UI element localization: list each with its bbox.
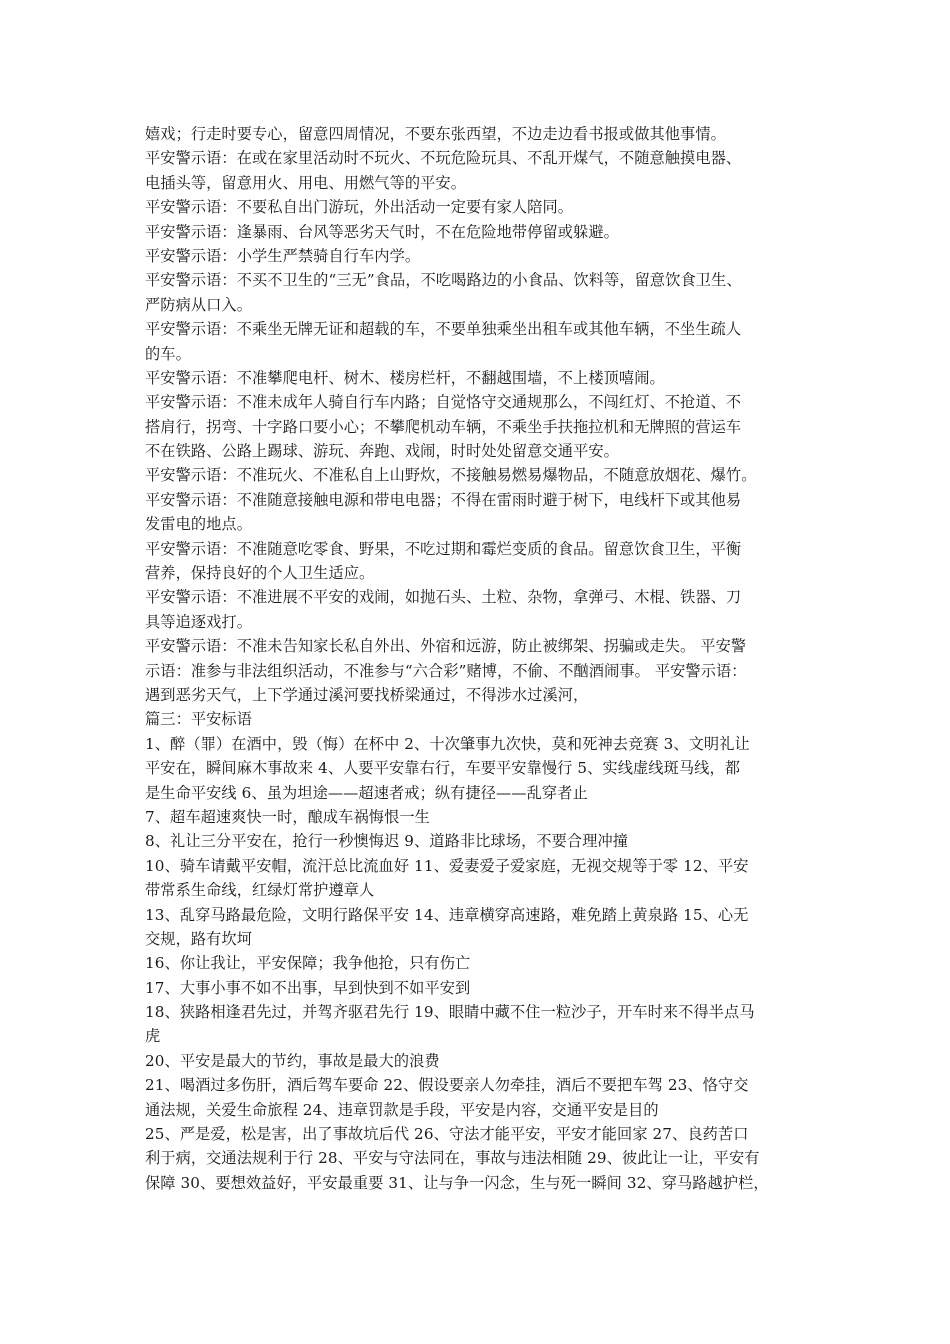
text-line: 平安在，瞬间麻木事故来 4、人要平安靠右行，车要平安靠慢行 5、实线虚线斑马线，都 (145, 759, 741, 778)
text-line: 平安警示语：不乘坐无牌无证和超载的车，不要单独乘坐出租车或其他车辆，不坐生疏人 (145, 320, 742, 339)
text-line: 平安警示语：不准攀爬电杆、树木、楼房栏杆，不翻越围墙，不上楼顶嘻闹。 (145, 368, 665, 387)
text-line: 不在铁路、公路上踢球、游玩、奔跑、戏闹，时时处处留意交通平安。 (145, 442, 619, 461)
text-line: 平安警示语：不准随意吃零食、野果，不吃过期和霉烂变质的食品。留意饮食卫生，平衡 (145, 539, 742, 558)
text-line: 是生命平安线 6、虽为坦途——超速者戒；纵有捷径——乱穿者止 (145, 783, 588, 802)
text-line: 17、大事小事不如不出事，早到快到不如平安到 (145, 978, 471, 997)
text-line: 平安警示语：不准玩火、不准私自上山野炊，不接触易燃易爆物品，不随意放烟花、爆竹。 (145, 466, 757, 485)
text-line: 平安警示语：小学生严禁骑自行车内学。 (145, 246, 421, 265)
text-line: 20、平安是最大的节约，事故是最大的浪费 (145, 1051, 440, 1070)
text-line: 16、你让我让，平安保障；我争他抢，只有伤亡 (145, 954, 471, 973)
text-line: 平安警示语：逢暴雨、台风等恶劣天气时，不在危险地带停留或躲避。 (145, 222, 619, 241)
text-line: 7、超车超速爽快一时，酿成车祸悔恨一生 (145, 807, 430, 826)
text-line: 篇三：平安标语 (145, 710, 253, 729)
document-body (145, 122, 825, 1195)
text-line: 电插头等，留意用火、用电、用燃气等的平安。 (145, 173, 467, 192)
text-line: 示语：准参与非法组织活动，不准参与“六合彩”赌博，不偷、不酗酒闹事。 平安警示语： (145, 661, 747, 680)
text-line: 严防病从口入。 (145, 295, 253, 314)
text-line: 13、乱穿马路最危险，文明行路保平安 14、违章横穿高速路，难免踏上黄泉路 15、心无 (145, 905, 749, 924)
text-line: 营养，保持良好的个人卫生适应。 (145, 564, 375, 583)
text-line: 21、喝酒过多伤肝，酒后驾车要命 22、假设要亲人勿牵挂，酒后不要把车驾 23、恪守交 (145, 1076, 749, 1095)
text-line: 18、狭路相逢君先过，并驾齐驱君先行 19、眼睛中藏不住一粒沙子，开车时来不得半点马 (145, 1003, 755, 1022)
text-line: 利于病，交通法规利于行 28、平安与守法同在，事故与违法相随 29、彼此让一让，平安有 (145, 1149, 760, 1168)
text-line: 带常系生命线，红绿灯常护遵章人 (145, 881, 375, 900)
text-line: 的车。 (145, 344, 191, 363)
text-line: 平安警示语：不买不卫生的“三无”食品，不吃喝路边的小食品、饮料等，留意饮食卫生、 (145, 271, 742, 290)
text-line: 平安警示语：不准未成年人骑自行车内路；自觉恪守交通规那么，不闯红灯、不抢道、不 (145, 393, 742, 412)
text-line: 1、醉（罪）在酒中，毁（悔）在杯中 2、十次肇事九次快，莫和死神去竞赛 3、文明礼让 (145, 734, 750, 753)
text-line: 平安警示语：在或在家里活动时不玩火、不玩危险玩具、不乱开煤气，不随意触摸电器、 (145, 149, 742, 168)
text-line: 交规，路有坎坷 (145, 929, 253, 948)
text-line: 具等追逐戏打。 (145, 612, 253, 631)
text-line: 平安警示语：不准进展不平安的戏闹，如抛石头、土粒、杂物，拿弹弓、木棍、铁器、刀 (145, 588, 742, 607)
text-line: 10、骑车请戴平安帽，流汗总比流血好 11、爱妻爱子爱家庭，无视交规等于零 12、平安 (145, 856, 749, 875)
text-line: 8、礼让三分平安在，抢行一秒懊悔迟 9、道路非比球场，不要合理冲撞 (145, 832, 629, 851)
text-line: 嬉戏；行走时要专心，留意四周情况，不要东张西望，不边走边看书报或做其他事情。 (145, 125, 726, 143)
text-line: 通法规，关爱生命旅程 24、违章罚款是手段，平安是内容，交通平安是目的 (145, 1100, 659, 1119)
text-line: 搭肩行，拐弯、十字路口要小心；不攀爬机动车辆，不乘坐手扶拖拉机和无牌照的营运车 (145, 417, 742, 436)
text-line: 虎 (145, 1027, 161, 1046)
text-line: 平安警示语：不准未告知家长私自外出、外宿和远游，防止被绑架、拐骗或走失。 平安警 (145, 637, 747, 656)
text-line: 保障 30、要想效益好，平安最重要 31、让与争一闪念，生与死一瞬间 32、穿马路越护栏， (145, 1173, 769, 1192)
text-line: 发雷电的地点。 (145, 515, 253, 534)
text-line: 平安警示语：不准随意接触电源和带电电器；不得在雷雨时避于树下，电线杆下或其他易 (145, 490, 742, 509)
text-line: 平安警示语：不要私自出门游玩，外出活动一定要有家人陪同。 (145, 198, 574, 217)
text-line: 25、严是爱，松是害，出了事故坑后代 26、守法才能平安，平安才能回家 27、良药苦口 (145, 1125, 749, 1144)
text-line: 遇到恶劣天气，上下学通过溪河要找桥梁通过，不得涉水过溪河， (145, 685, 589, 704)
